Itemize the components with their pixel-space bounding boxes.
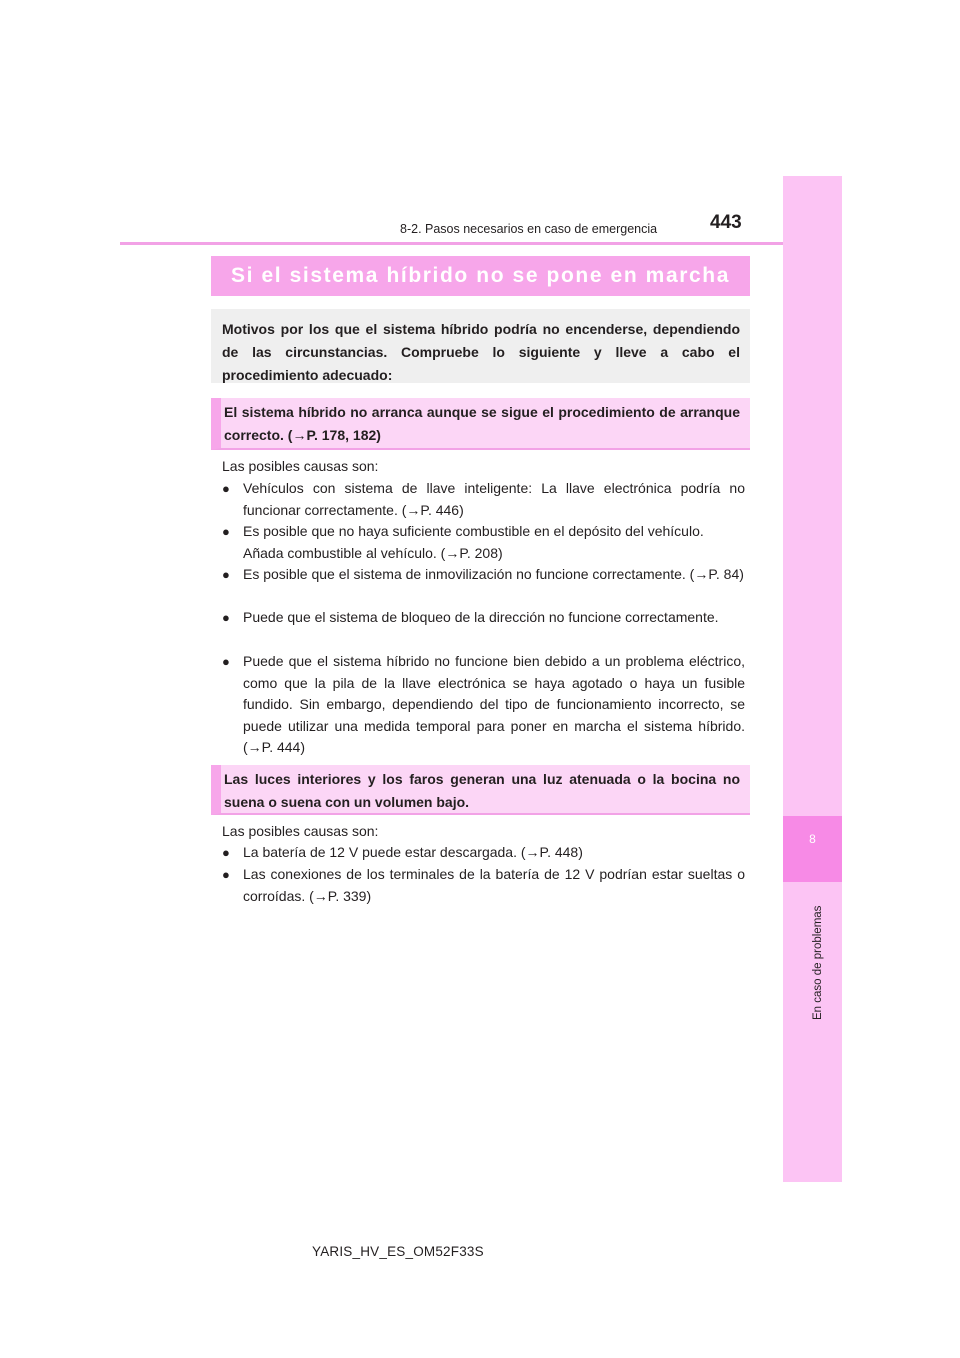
list-item: ● Puede que el sistema de bloqueo de la dirección no funcione correctamente. (222, 607, 745, 629)
bullet-icon: ● (222, 867, 230, 882)
section-1-lead: Las posibles causas son: (222, 458, 379, 474)
chapter-title: En caso de problemas (812, 905, 824, 1020)
list-item: ● Es posible que no haya suficiente combustible en el depósito del vehículo. Añada combustible al vehículo. (→P. 208) (222, 521, 745, 564)
list-item: ● Puede que el sistema híbrido no funcione bien debido a un problema eléctrico, como que la pila de la llave electrónica se haya agotado o haya un fusible fundido. Sin embargo, dependiendo del tipo de funcionamiento incorrecto, se puede utilizar una medida temporal para poner en marcha el sistema híbrido. (→P. 444) (222, 651, 745, 759)
chapter-sidebar (783, 176, 842, 1182)
list-item: ● Es posible que el sistema de inmovilización no funcione correctamente. (→P. 84) (222, 564, 745, 586)
bullet-icon: ● (222, 845, 230, 860)
intro-box: Motivos por los que el sistema híbrido podría no encenderse, dependiendo de las circunstancias. Compruebe lo siguiente y lleve a cabo el procedimiento adecuado: (211, 309, 750, 383)
bullet-icon: ● (222, 567, 230, 582)
document-code: YARIS_HV_ES_OM52F33S (312, 1244, 484, 1259)
bullet-icon: ● (222, 654, 230, 669)
section-heading-2: Las luces interiores y los faros generan una luz atenuada o la bocina no suena o suena con un volumen bajo. (211, 765, 750, 815)
header-divider (120, 242, 842, 245)
list-item: ● La batería de 12 V puede estar descargada. (→P. 448) (222, 842, 745, 864)
bullet-icon: ● (222, 610, 230, 625)
chapter-tab (783, 816, 842, 882)
list-item: ● Las conexiones de los terminales de la batería de 12 V podrían estar sueltas o corroídas. (→P. 339) (222, 864, 745, 907)
chapter-number: 8 (809, 832, 816, 846)
page-title-banner (211, 256, 750, 296)
page-number: 443 (710, 212, 742, 233)
bullet-icon: ● (222, 524, 230, 539)
section-reference: 8-2. Pasos necesarios en caso de emergencia (400, 222, 658, 236)
list-item: ● Vehículos con sistema de llave inteligente: La llave electrónica podría no funcionar correctamente. (→P. 446) (222, 478, 745, 521)
section-heading-1: El sistema híbrido no arranca aunque se sigue el procedimiento de arranque correcto. (→P. 178, 182) (211, 398, 750, 450)
page-title: Si el sistema híbrido no se pone en marcha (231, 264, 730, 287)
bullet-icon: ● (222, 481, 230, 496)
section-2-lead: Las posibles causas son: (222, 823, 379, 839)
